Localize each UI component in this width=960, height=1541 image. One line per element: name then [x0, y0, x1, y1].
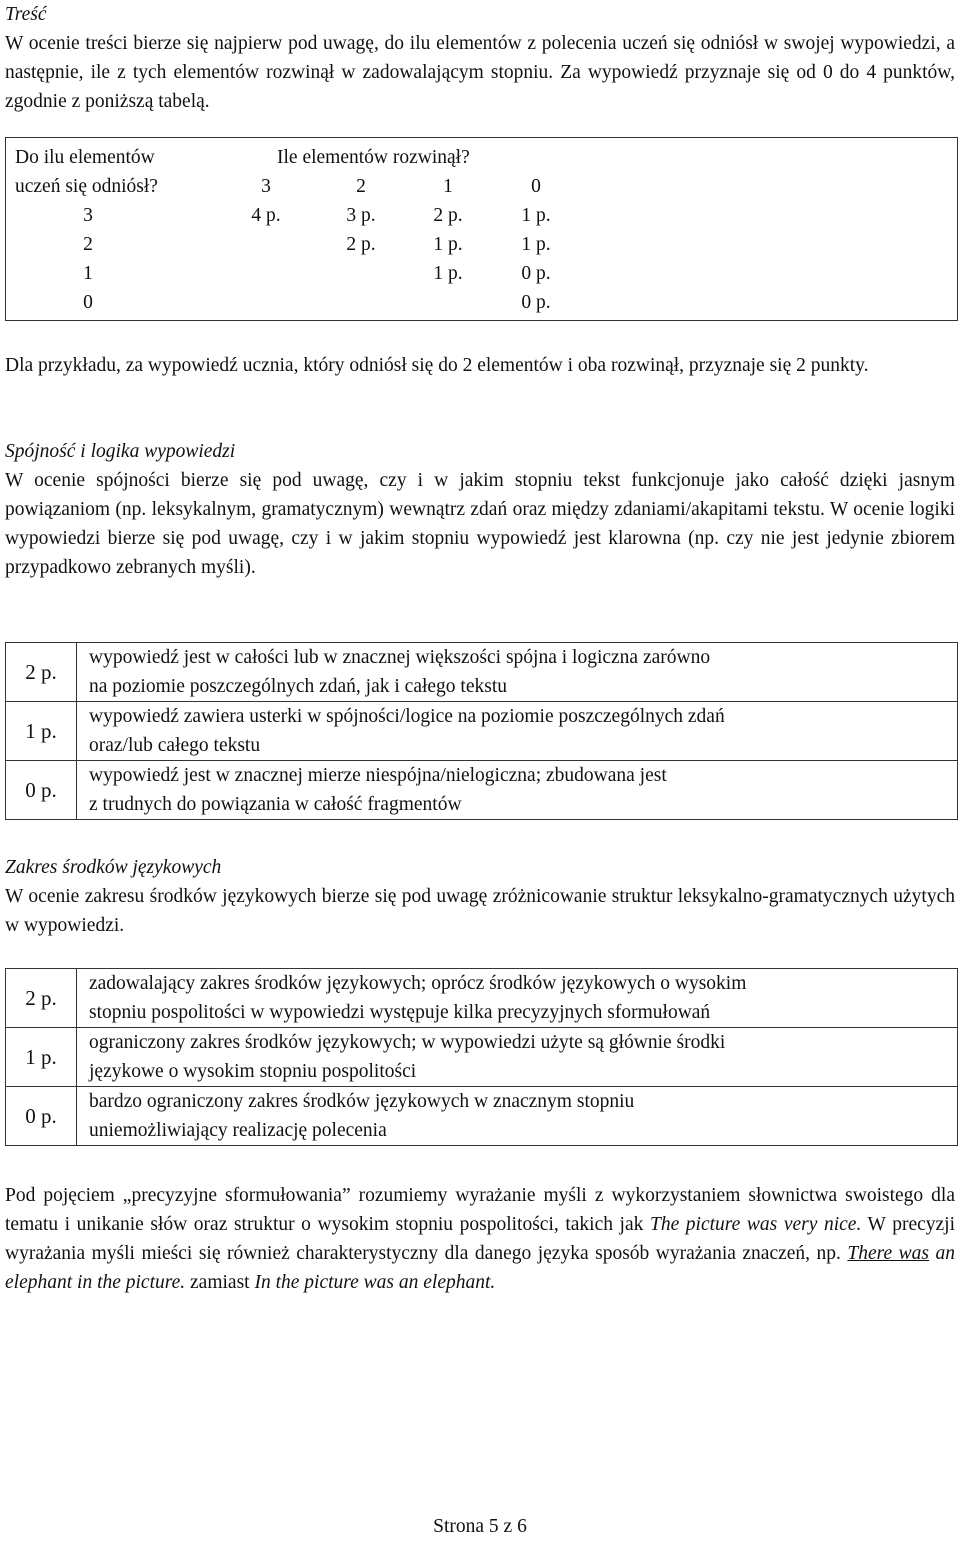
- note-example: In the picture was an elephant.: [254, 1272, 496, 1293]
- row-label: 0: [83, 292, 93, 313]
- note-text: Pod pojęciem „precyzyjne sformułowania” rozumiemy wyrażanie myśli z wykorzystaniem słownictwa swoistego dla tematu i unikanie słów oraz struktur o wysokim stopniu pospolitości, takich jak: [5, 1185, 955, 1235]
- note-example-underlined: There was: [847, 1243, 929, 1264]
- rubric-row: [6, 969, 958, 1028]
- heading-tresc: Treść: [5, 4, 47, 25]
- rubric-line: uniemożliwiający realizację polecenia: [89, 1120, 387, 1141]
- row-label: 3: [83, 205, 93, 226]
- note-example: The picture was very nice.: [649, 1214, 862, 1235]
- rubric-description: [77, 761, 958, 820]
- rubric-line: ograniczony zakres środków językowych; w wypowiedzi użyte są głównie środki: [89, 1032, 726, 1053]
- score-cell: 0 p.: [521, 292, 551, 313]
- rubric-score: 0 p.: [6, 761, 77, 820]
- rubric-score: 2 p.: [6, 643, 77, 702]
- rubric-line: wypowiedź zawiera usterki w spójności/logice na poziomie poszczególnych zdań: [89, 706, 725, 727]
- rubric-line: oraz/lub całego tekstu: [89, 735, 261, 756]
- rubric-row: [6, 702, 958, 761]
- rubric-description: [77, 702, 958, 761]
- score-cell: 1 p.: [433, 263, 463, 284]
- note-example: an elephant in the picture.: [5, 1243, 955, 1293]
- score-cell: 2 p.: [433, 205, 463, 226]
- rubric-line: na poziomie poszczególnych zdań, jak i całego tekstu: [89, 676, 508, 697]
- score-cell: 2 p.: [346, 234, 376, 255]
- col-label: 1: [443, 176, 453, 197]
- rubric-description: [77, 969, 958, 1028]
- row-label: 1: [83, 263, 93, 284]
- score-cell: 1 p.: [433, 234, 463, 255]
- col-header: Ile elementów rozwinął?: [277, 147, 470, 168]
- rubric-line: wypowiedź jest w całości lub w znacznej większości spójna i logiczna zarówno: [89, 647, 711, 668]
- rubric-description: [77, 643, 958, 702]
- heading-zakres: Zakres środków językowych: [5, 857, 222, 878]
- rubric-row: [6, 761, 958, 820]
- col-label: 0: [531, 176, 541, 197]
- row-header-line1: Do ilu elementów: [15, 147, 155, 168]
- rubric-row: [6, 1087, 958, 1146]
- score-cell: 1 p.: [521, 205, 551, 226]
- rubric-score: 2 p.: [6, 969, 77, 1028]
- score-cell: 4 p.: [251, 205, 281, 226]
- row-label: 2: [83, 234, 93, 255]
- rubric-line: wypowiedź jest w znacznej mierze niespójna/nielogiczna; zbudowana jest: [89, 765, 667, 786]
- rubric-line: bardzo ograniczony zakres środków językowych w znacznym stopniu: [89, 1091, 635, 1112]
- zakres-intro: W ocenie zakresu środków językowych bierze się pod uwagę zróżnicowanie struktur leksykalno-gramatycznych użytych w wypowiedzi.: [5, 886, 955, 936]
- rubric-description: [77, 1028, 958, 1087]
- rubric-score: 0 p.: [6, 1087, 77, 1146]
- tresc-example: Dla przykładu, za wypowiedź ucznia, który odniósł się do 2 elementów i oba rozwinął, przyznaje się 2 punkty.: [5, 355, 869, 376]
- spojnosc-intro: W ocenie spójności bierze się pod uwagę, czy i w jakim stopniu tekst funkcjonuje jako całość dzięki jasnym powiązaniom (np. leksykalnym, gramatycznym) wewnątrz zdań oraz między zdaniami/akapitami tekstu. W ocenie logiki wypowiedzi bierze się pod uwagę, czy i w jakim stopniu wypowiedź jest klarowna (np. czy nie jest jedynie zbiorem przypadkowo zebranych myśli).: [5, 470, 955, 578]
- coherence-rubric-table: [5, 642, 958, 820]
- row-header-line2: uczeń się odniósł?: [15, 176, 158, 197]
- col-label: 3: [261, 176, 271, 197]
- rubric-line: zadowalający zakres środków językowych; oprócz środków językowych o wysokim: [89, 973, 747, 994]
- rubric-line: stopniu pospolitości w wypowiedzi występuje kilka precyzyjnych sformułowań: [89, 1002, 711, 1023]
- col-label: 2: [356, 176, 366, 197]
- language-range-rubric-table: [5, 968, 958, 1146]
- content-score-table: [5, 137, 958, 321]
- page-number: Strona 5 z 6: [433, 1516, 527, 1537]
- note-text: W precyzji wyrażania myśli mieści się również charakterystyczny dla danego języka sposób wyrażania znaczeń, np.: [5, 1214, 955, 1264]
- score-cell: 0 p.: [521, 263, 551, 284]
- note-text: zamiast: [185, 1272, 255, 1293]
- rubric-line: z trudnych do powiązania w całość fragmentów: [89, 794, 462, 815]
- rubric-row: [6, 643, 958, 702]
- score-cell: 3 p.: [346, 205, 376, 226]
- tresc-intro: W ocenie treści bierze się najpierw pod uwagę, do ilu elementów z polecenia uczeń się odniósł w swojej wypowiedzi, a następnie, ile z tych elementów rozwinął w zadowalającym stopniu. Za wypowiedź przyznaje się od 0 do 4 punktów, zgodnie z poniższą tabelą.: [5, 33, 955, 112]
- precise-expressions-note: [5, 1181, 955, 1297]
- score-cell: 1 p.: [521, 234, 551, 255]
- heading-spojnosc: Spójność i logika wypowiedzi: [5, 441, 236, 462]
- rubric-description: [77, 1087, 958, 1146]
- rubric-line: językowe o wysokim stopniu pospolitości: [89, 1061, 417, 1082]
- rubric-score: 1 p.: [6, 1028, 77, 1087]
- rubric-row: [6, 1028, 958, 1087]
- rubric-score: 1 p.: [6, 702, 77, 761]
